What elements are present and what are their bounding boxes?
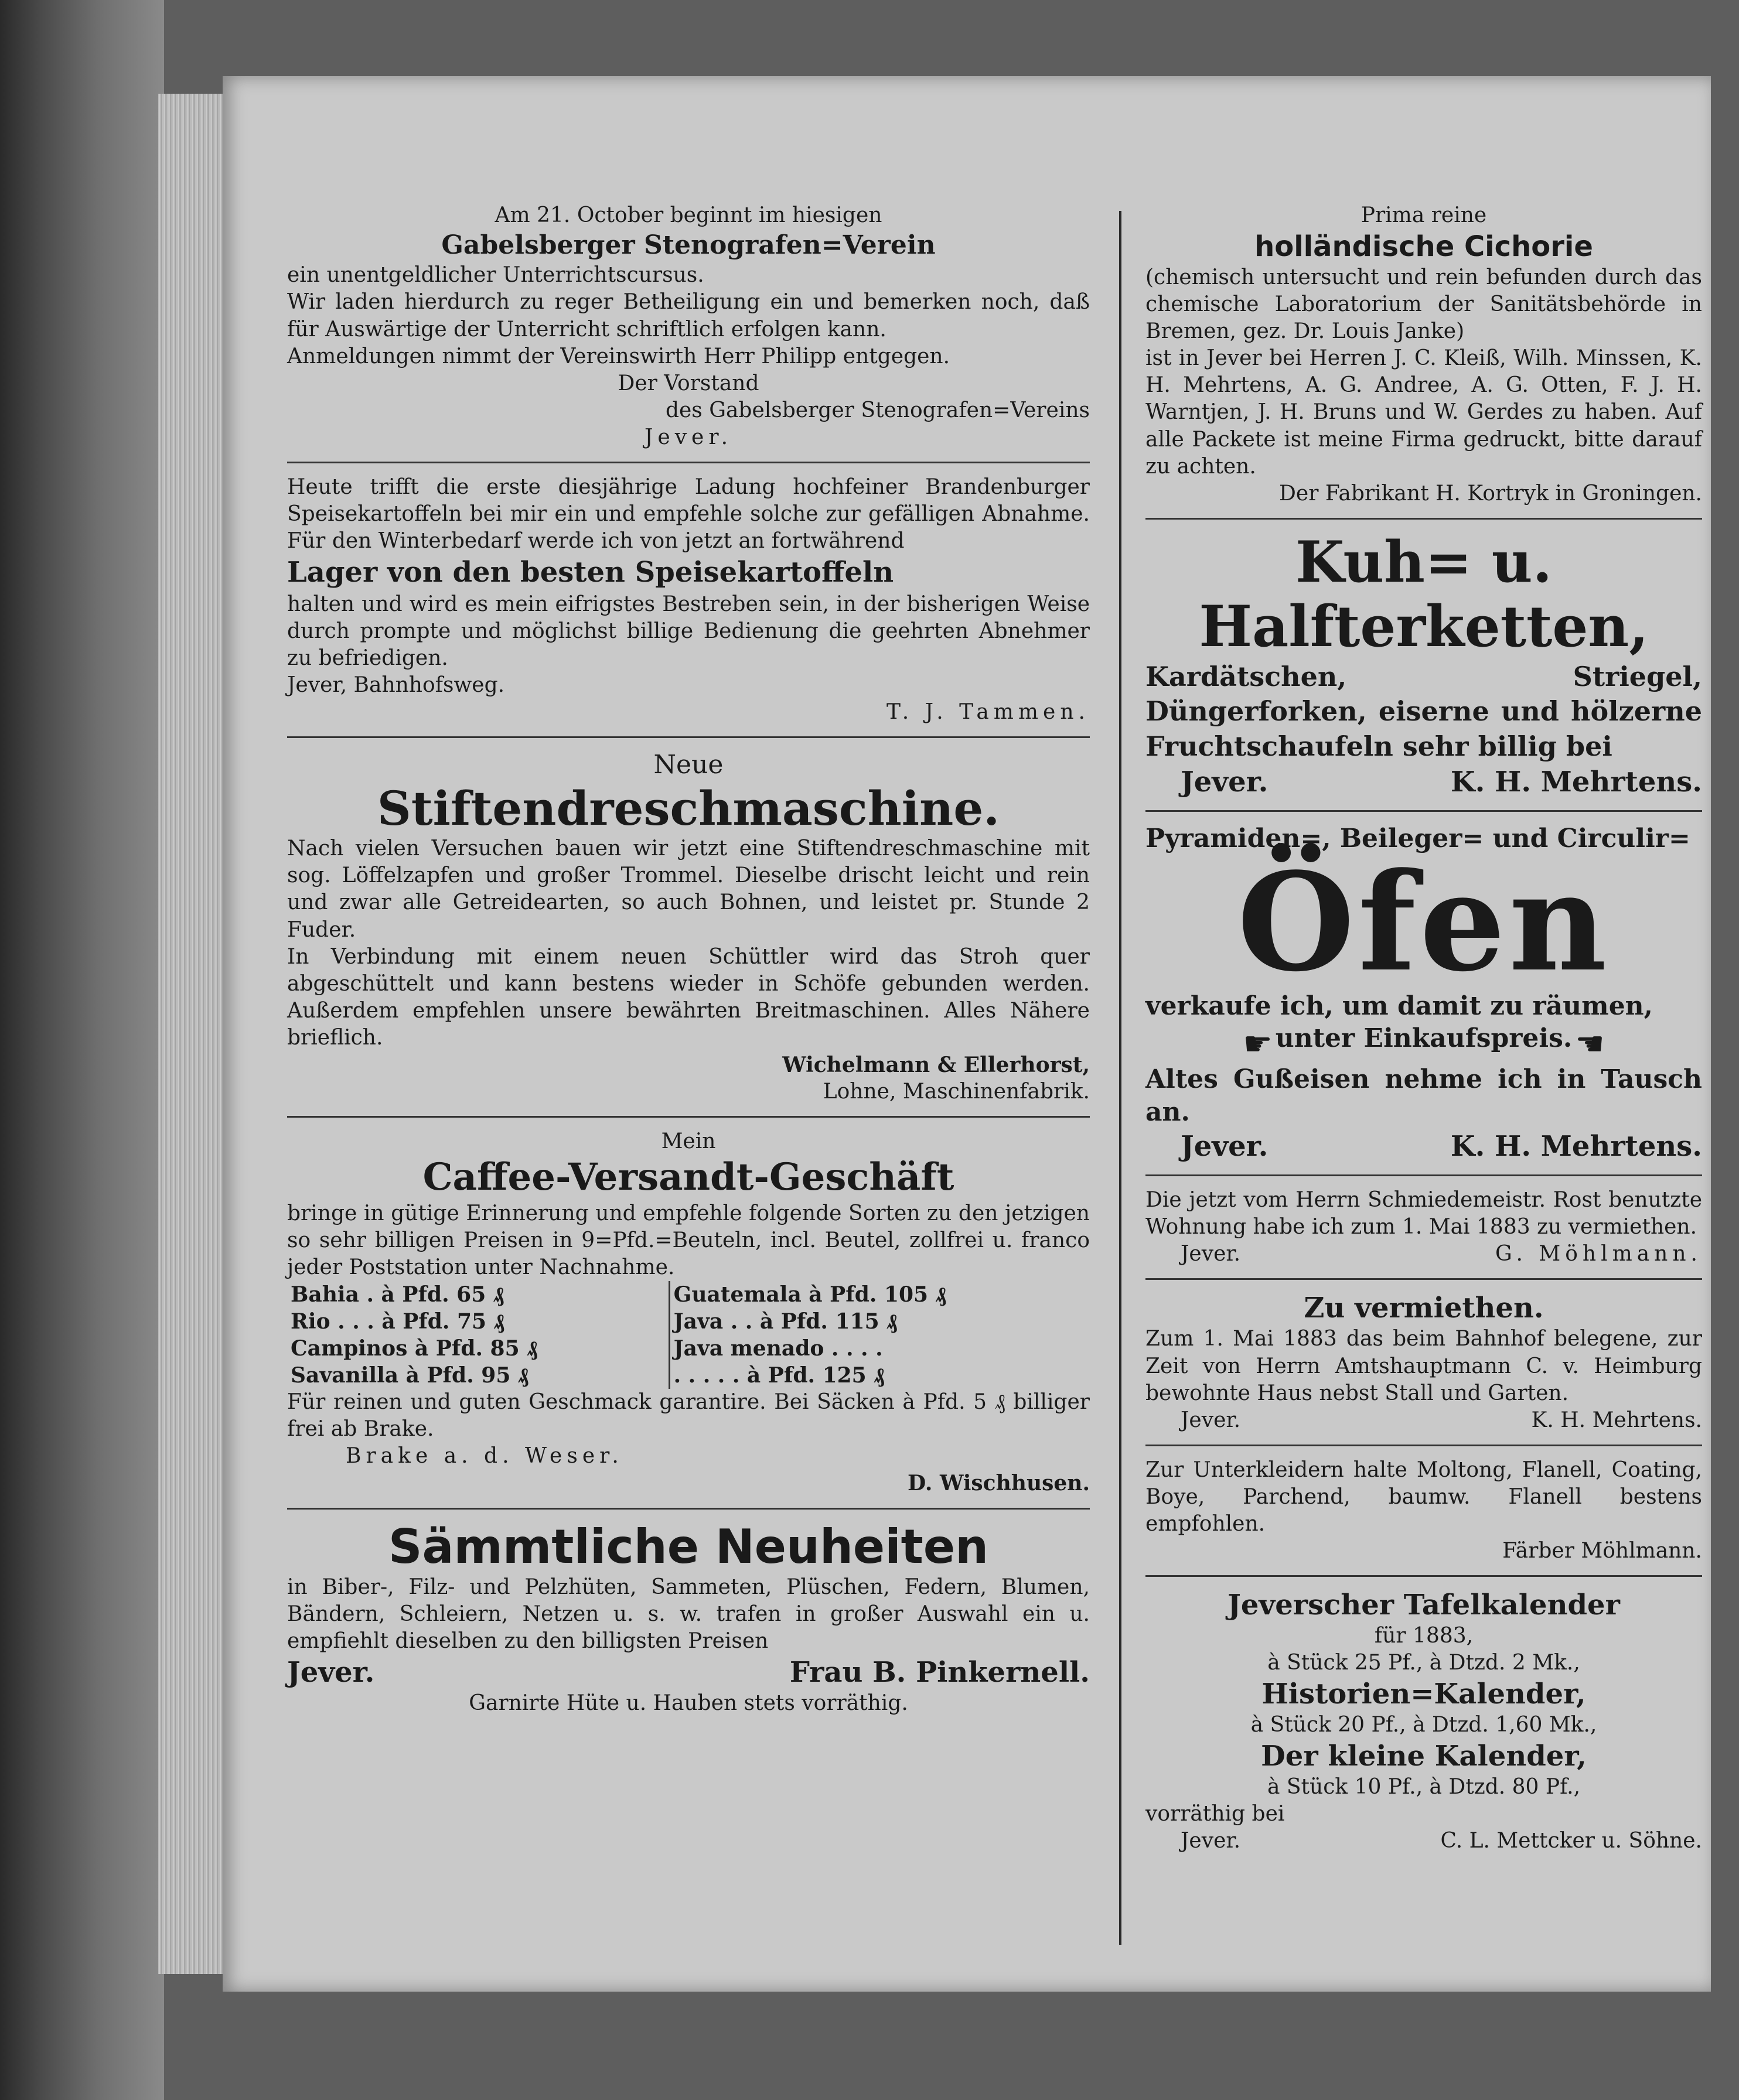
ad-text: à Stück 10 Pf., à Dtzd. 80 Pf.,: [1267, 1775, 1581, 1799]
ad-caffee-versandt: [287, 1128, 1090, 1497]
ad-place: Brake a. d. Weser.: [346, 1444, 623, 1469]
price-cell: Savanilla à Pfd. 95 ₰: [291, 1363, 528, 1388]
ad-signature: Der Fabrikant H. Kortryk in Groningen.: [1279, 481, 1702, 506]
ad-kicker: Mein: [661, 1129, 716, 1154]
rule: [287, 736, 1090, 738]
ad-kalender: [1145, 1587, 1702, 1855]
ad-title: Gabelsberger Stenografen=Verein: [441, 230, 936, 261]
ad-kicker: Pyramiden=, Beileger= und Circulir=: [1145, 823, 1690, 853]
ad-text: bringe in gütige Erinnerung und empfehle folgende Sorten zu den jetzigen so sehr billigen Preisen in 9=Pfd.=Beuteln, incl. Beutel, zollfrei u. franco jeder Poststation unter Nachnahme.: [287, 1201, 1090, 1280]
ad-title: Sämmtliche Neuheiten: [388, 1519, 989, 1574]
ad-signature: K. H. Mehrtens.: [1450, 1130, 1702, 1163]
ad-footer-row: [287, 1655, 1090, 1690]
ad-text: Kardätschen, Striegel, Düngerforken, eiserne und hölzerne Fruchtschaufeln sehr billig bei: [1145, 660, 1702, 763]
ad-place: Jever.: [1181, 1242, 1241, 1266]
ad-halfterketten: [1145, 530, 1702, 800]
ad-oefen: [1145, 822, 1702, 1164]
ad-place: Jever.: [1181, 1130, 1269, 1163]
ad-footer-row: [1145, 1241, 1702, 1268]
ad-footer: Garnirte Hüte u. Hauben stets vorräthig.: [469, 1691, 908, 1715]
price-cell: Java . . à Pfd. 115 ₰: [669, 1308, 1090, 1335]
ad-signature: Wichelmann & Ellerhorst,: [782, 1052, 1090, 1077]
ad-text: in Biber-, Filz- und Pelzhüten, Sammeten, Plüschen, Federn, Blumen, Bändern, Schleiern, Netzen u. s. w. trafen in großer Auswahl ein u. empfiehlt dieselben zu den billigsten Preisen: [287, 1575, 1090, 1653]
ad-footer-row: [1145, 1129, 1702, 1164]
ad-text: Anmeldungen nimmt der Vereinswirth Herr Philipp entgegen.: [287, 344, 950, 368]
ad-text: Altes Gußeisen nehme ich in Tausch an.: [1145, 1064, 1702, 1127]
ad-title: Caffee-Versandt-Geschäft: [422, 1155, 954, 1200]
ad-text: für 1883,: [1374, 1624, 1474, 1648]
ad-neuheiten: [287, 1520, 1090, 1717]
ad-place: Jever.: [1181, 765, 1269, 798]
book-page-edges: [158, 94, 223, 1974]
price-cell: Campinos à Pfd. 85 ₰: [291, 1336, 538, 1361]
ad-cichorie: [1145, 202, 1702, 507]
ad-speisekartoffeln: [287, 474, 1090, 726]
ad-signature: K. H. Mehrtens.: [1450, 765, 1702, 798]
ad-text: Zum 1. Mai 1883 das beim Bahnhof belegene, zur Zeit von Herrn Amtshauptmann C. v. Heimburg bewohnte Haus nebst Stall und Garten.: [1145, 1327, 1702, 1405]
ad-footer-row: [1145, 1828, 1702, 1855]
ad-text: unter Einkaufspreis.: [1275, 1023, 1573, 1053]
ad-moltong: [1145, 1457, 1702, 1565]
price-row: [287, 1308, 1090, 1335]
ad-footer-row: [1145, 1407, 1702, 1434]
ad-title: Stiftendreschmaschine.: [377, 781, 1000, 836]
ad-text: verkaufe ich, um damit zu räumen,: [1145, 991, 1653, 1022]
ad-text: Für reinen und guten Geschmack garantire. Bei Säcken à Pfd. 5 ₰ billiger frei ab Brake.: [287, 1390, 1090, 1442]
price-cell: Rio . . . à Pfd. 75 ₰: [291, 1309, 504, 1334]
price-cell: Java menado . . . .: [669, 1335, 1090, 1362]
ad-title: holländische Cichorie: [1254, 230, 1593, 264]
price-table: [287, 1281, 1090, 1389]
ad-text: ein unentgeldlicher Unterrichtscursus.: [287, 263, 704, 288]
book-page-stack: [0, 0, 164, 2100]
price-cell: Guatemala à Pfd. 105 ₰: [669, 1281, 1090, 1308]
ad-signature: Lohne, Maschinenfabrik.: [823, 1080, 1090, 1104]
left-column: [287, 202, 1090, 1717]
price-row: [287, 1281, 1090, 1308]
ad-wohnung: [1145, 1187, 1702, 1268]
rule: [287, 1508, 1090, 1510]
ad-text: Zur Unterkleidern halte Moltong, Flanell, Coating, Boye, Parchend, baumw. Flanell bestens empfohlen.: [1145, 1457, 1702, 1536]
ad-kicker: Prima reine: [1360, 203, 1487, 227]
rule: [1145, 1575, 1702, 1577]
ad-signature: T. J. Tammen.: [886, 699, 1090, 724]
ad-text: In Verbindung mit einem neuen Schüttler wird das Stroh quer abgeschüttelt und kann bestens wieder in Schöfe gebunden werden. Außerdem empfehlen unsere bewährten Breitmaschinen. Alles Nähere brieflich.: [287, 944, 1090, 1050]
ad-text: Wir laden hierdurch zu reger Betheiligung ein und bemerken noch, daß für Auswärtige der Unterricht schriftlich erfolgen kann.: [287, 290, 1090, 342]
ad-text-row: [1145, 1023, 1702, 1063]
ad-text: à Stück 25 Pf., à Dtzd. 2 Mk.,: [1267, 1651, 1580, 1675]
price-cell: Bahia . à Pfd. 65 ₰: [291, 1282, 504, 1307]
ad-signature: Färber Möhlmann.: [1502, 1538, 1702, 1563]
ad-text: Nach vielen Versuchen bauen wir jetzt eine Stiftendreschmaschine mit sog. Löffelzapfen und großer Trommel. Dieselbe drischt leicht und rein und zwar alle Getreidearten, so auch Bohnen, und leistet pr. Stunde 2 Fuder.: [287, 836, 1090, 942]
ad-place: Jever.: [1181, 1408, 1241, 1432]
ad-title: Öfen: [1237, 844, 1611, 1002]
ad-text: ist in Jever bei Herren J. C. Kleiß, Wilh. Minssen, K. H. Mehrtens, A. G. Andree, A. G. Otten, F. J. H. Warntjen, J. H. Bruns und W. Gerdes zu haben. Auf alle Packete ist meine Firma gedruckt, bitte darauf zu achten.: [1145, 346, 1702, 479]
ad-signature: Der Vorstand: [618, 371, 759, 395]
ad-signature: G. Möhlmann.: [1495, 1242, 1702, 1266]
ad-title: Zu vermiethen.: [1304, 1292, 1544, 1325]
ad-text: (chemisch untersucht und rein befunden durch das chemische Laboratorium der Sanitätsbehörde in Bremen, gez. Dr. Louis Janke): [1145, 265, 1702, 344]
ad-text: Heute trifft die erste diesjährige Ladung hochfeiner Brandenburger Speisekartoffeln bei mir ein und empfehle solche zur gefälligen Abnahme. Für den Winterbedarf werde ich von jetzt an fortwährend: [287, 474, 1090, 554]
ad-title: Der kleine Kalender,: [1261, 1740, 1587, 1773]
ad-footer-row: [1145, 764, 1702, 800]
ad-place: Jever.: [1181, 1829, 1241, 1853]
ad-signature: D. Wischhusen.: [907, 1471, 1090, 1496]
ad-stenografen-verein: [287, 202, 1090, 451]
rule: [1145, 518, 1702, 520]
price-row: [287, 1362, 1090, 1389]
rule: [287, 462, 1090, 463]
rule: [1145, 1174, 1702, 1176]
price-cell: . . . . . à Pfd. 125 ₰: [669, 1362, 1090, 1389]
ad-signature: Frau B. Pinkernell.: [789, 1655, 1090, 1689]
ad-title: Kuh= u. Halfterketten,: [1199, 528, 1649, 660]
ad-place: Jever.: [287, 1655, 375, 1689]
ad-signature: C. L. Mettcker u. Söhne.: [1440, 1829, 1702, 1853]
ad-text: à Stück 20 Pf., à Dtzd. 1,60 Mk.,: [1250, 1713, 1597, 1737]
ad-stiftendreschmaschine: [287, 749, 1090, 1105]
ad-place: Jever, Bahnhofsweg.: [287, 672, 505, 697]
pointing-hand-right-icon: ☛: [1243, 1025, 1273, 1063]
ad-zu-vermiethen: [1145, 1290, 1702, 1433]
ad-title: Historien=Kalender,: [1261, 1678, 1586, 1711]
ad-lead: Am 21. October beginnt im hiesigen: [495, 203, 882, 227]
ad-text: halten und wird es mein eifrigstes Bestreben sein, in der bisherigen Weise durch prompte und möglichst billige Bedienung die geehrten Abnehmer zu befriedigen.: [287, 592, 1090, 670]
rule: [1145, 1278, 1702, 1280]
ad-signature: K. H. Mehrtens.: [1531, 1408, 1702, 1432]
rule: [1145, 1445, 1702, 1446]
ad-signature: des Gabelsberger Stenografen=Vereins: [665, 398, 1090, 422]
column-divider: [1119, 211, 1121, 1945]
right-column: [1145, 202, 1702, 1855]
ad-place: Jever.: [644, 425, 733, 449]
ad-text: vorräthig bei: [1145, 1802, 1285, 1826]
pointing-hand-left-icon: ☚: [1575, 1025, 1605, 1063]
rule: [287, 1116, 1090, 1118]
ad-title: Jeverscher Tafelkalender: [1227, 1589, 1620, 1622]
rule: [1145, 810, 1702, 812]
ad-text: Die jetzt vom Herrn Schmiedemeistr. Rost benutzte Wohnung habe ich zum 1. Mai 1883 zu vermiethen.: [1145, 1188, 1702, 1239]
price-row: [287, 1335, 1090, 1362]
ad-kicker: Neue: [653, 750, 724, 780]
ad-headline: Lager von den besten Speisekartoffeln: [287, 556, 894, 589]
